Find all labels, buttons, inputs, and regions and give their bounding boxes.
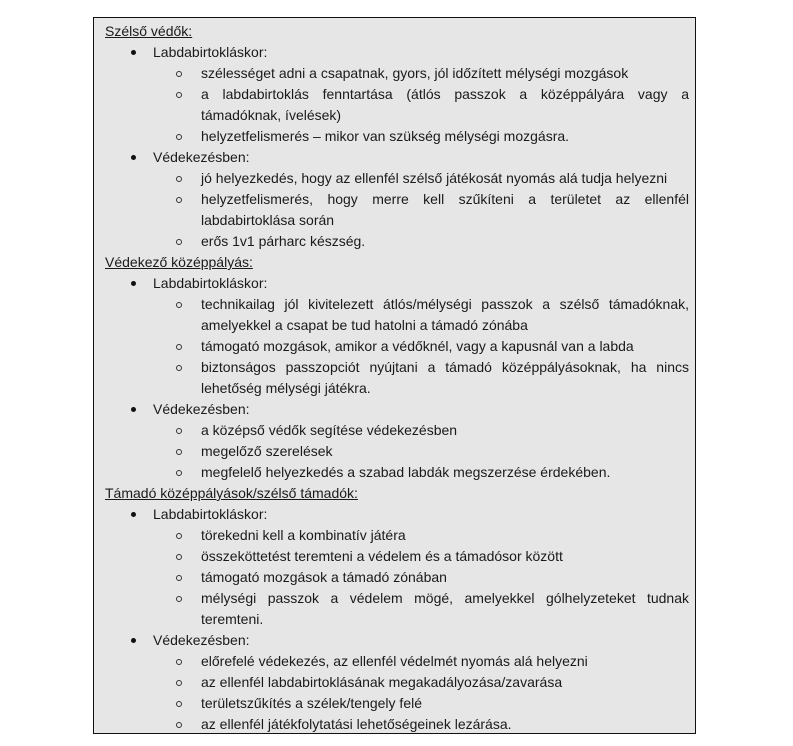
list-item-text: támogató mozgások, amikor a védőknél, vagy a kapusnál van a labda [201, 338, 634, 354]
bullet-icon [131, 638, 136, 643]
section-heading: Szélső védők: [105, 23, 193, 39]
circle-bullet-icon [176, 428, 182, 434]
list-item-text: támogató mozgások a támadó zónában [201, 569, 447, 585]
list-item [105, 357, 689, 399]
circle-bullet-icon [176, 596, 182, 602]
circle-bullet-icon [176, 92, 182, 98]
list-item-text: mélységi passzok a védelem mögé, amelyekkel gólhelyzeteket tudnak teremteni. [201, 590, 689, 627]
circle-bullet-icon [176, 722, 182, 728]
section-heading: Támadó középpályások/szélső támadók: [105, 485, 358, 501]
item-list [105, 420, 689, 483]
circle-bullet-icon [176, 575, 182, 581]
group-item [105, 147, 689, 252]
list-item [105, 336, 689, 357]
group-list [105, 42, 689, 252]
list-item [105, 714, 689, 735]
list-item [105, 462, 689, 483]
list-item-text: helyzetfelismerés, hogy merre kell szűkíteni a területet az ellenfél labdabirtoklása során [201, 191, 689, 228]
list-item [105, 651, 689, 672]
item-list [105, 168, 689, 252]
list-item-text: biztonságos passzopciót nyújtani a támadó középpályásoknak, ha nincs lehetőség mélységi játékra. [201, 359, 689, 396]
circle-bullet-icon [176, 554, 182, 560]
circle-bullet-icon [176, 533, 182, 539]
bullet-icon [131, 512, 136, 517]
document-box [93, 17, 696, 734]
group-label: Labdabirtokláskor: [153, 506, 268, 522]
group-item [105, 630, 689, 735]
circle-bullet-icon [176, 239, 182, 245]
circle-bullet-icon [176, 449, 182, 455]
group-label: Védekezésben: [153, 632, 250, 648]
circle-bullet-icon [176, 344, 182, 350]
group-item [105, 273, 689, 399]
list-item [105, 231, 689, 252]
list-item [105, 84, 689, 126]
group-label: Védekezésben: [153, 401, 250, 417]
list-item-text: megelőző szerelések [201, 443, 333, 459]
list-item [105, 588, 689, 630]
circle-bullet-icon [176, 134, 182, 140]
list-item [105, 525, 689, 546]
item-list [105, 63, 689, 147]
list-item [105, 420, 689, 441]
circle-bullet-icon [176, 470, 182, 476]
list-item-text: erős 1v1 párharc készség. [201, 233, 366, 249]
group-list [105, 504, 689, 735]
list-item-text: a középső védők segítése védekezésben [201, 422, 458, 438]
item-list [105, 525, 689, 630]
list-item-text: törekedni kell a kombinatív játéra [201, 527, 406, 543]
list-item-text: szélességet adni a csapatnak, gyors, jól időzített mélységi mozgások [201, 65, 629, 81]
circle-bullet-icon [176, 365, 182, 371]
list-item [105, 672, 689, 693]
group-item [105, 42, 689, 147]
circle-bullet-icon [176, 71, 182, 77]
circle-bullet-icon [176, 197, 182, 203]
list-item-text: az ellenfél labdabirtoklásának megakadályozása/zavarása [201, 674, 563, 690]
list-item [105, 189, 689, 231]
group-label: Labdabirtokláskor: [153, 44, 268, 60]
list-item-text: helyzetfelismerés – mikor van szükség mélységi mozgásra. [201, 128, 570, 144]
list-item-text: a labdabirtoklás fenntartása (átlós passzok a középpályára vagy a támadóknak, ívelések) [201, 86, 689, 123]
list-item [105, 546, 689, 567]
item-list [105, 294, 689, 399]
group-item [105, 399, 689, 483]
list-item-text: előrefelé védekezés, az ellenfél védelmét nyomás alá helyezni [201, 653, 588, 669]
group-list [105, 273, 689, 483]
list-item [105, 294, 689, 336]
group-item [105, 504, 689, 630]
list-item [105, 168, 689, 189]
list-item-text: területszűkítés a szélek/tengely felé [201, 695, 423, 711]
circle-bullet-icon [176, 302, 182, 308]
list-item-text: összeköttetést teremteni a védelem és a támadósor között [201, 548, 563, 564]
list-item-text: az ellenfél játékfolytatási lehetőségeinek lezárása. [201, 716, 512, 732]
list-item [105, 693, 689, 714]
bullet-icon [131, 281, 136, 286]
circle-bullet-icon [176, 680, 182, 686]
list-item-text: technikailag jól kivitelezett átlós/mélységi passzok a szélső támadóknak, amelyekkel a csapat be tud hatolni a támadó zónába [201, 296, 689, 333]
list-item [105, 126, 689, 147]
list-item-text: megfelelő helyezkedés a szabad labdák megszerzése érdekében. [201, 464, 611, 480]
bullet-icon [131, 407, 136, 412]
section-heading: Védekező középpályás: [105, 254, 253, 270]
list-item [105, 567, 689, 588]
list-item-text: jó helyezkedés, hogy az ellenfél szélső játékosát nyomás alá tudja helyezni [201, 170, 668, 186]
list-item [105, 441, 689, 462]
group-label: Labdabirtokláskor: [153, 275, 268, 291]
list-item [105, 63, 689, 84]
circle-bullet-icon [176, 701, 182, 707]
group-label: Védekezésben: [153, 149, 250, 165]
circle-bullet-icon [176, 176, 182, 182]
bullet-icon [131, 50, 136, 55]
bullet-icon [131, 155, 136, 160]
circle-bullet-icon [176, 659, 182, 665]
item-list [105, 651, 689, 735]
